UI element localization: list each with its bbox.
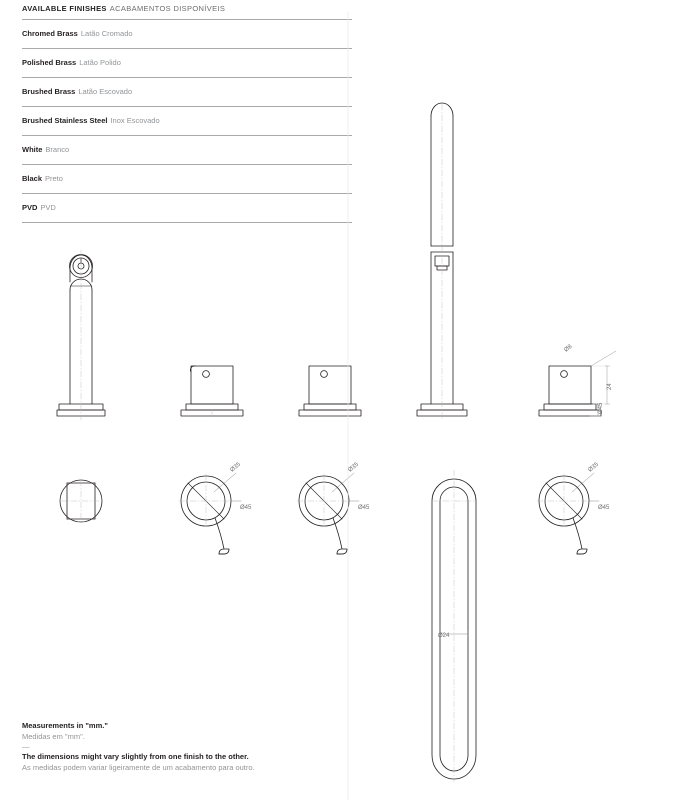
finish-name-en: Black <box>22 174 43 183</box>
finishes-heading-pt: ACABAMENTOS DISPONÍVEIS <box>109 4 226 13</box>
finish-row <box>22 135 352 164</box>
finishes-heading-en: AVAILABLE FINISHES <box>22 4 107 13</box>
available-finishes-section <box>22 4 352 223</box>
dimension-rosette-small: Ø35 <box>347 461 360 474</box>
finish-row <box>22 19 352 48</box>
dimension-spout-diameter: Ø24 <box>438 633 450 639</box>
dimension-handle-top: Ø8 <box>563 343 574 354</box>
drawing-handshower-top <box>60 480 102 522</box>
measurements-note-pt: Medidas em "mm". <box>22 732 85 741</box>
finish-name-en: Brushed Stainless Steel <box>22 116 108 125</box>
dimension-rosette-large: Ø45 <box>358 505 370 511</box>
finish-name-en: Brushed Brass <box>22 87 76 96</box>
note-separator: — <box>22 742 30 751</box>
drawing-handle-3-front <box>539 351 616 416</box>
finish-name-pt: Branco <box>45 145 70 154</box>
finish-name-pt: Latão Cromado <box>80 29 133 38</box>
finish-row <box>22 77 352 106</box>
dimension-rosette-large: Ø45 <box>598 505 610 511</box>
dimension-rosette-small: Ø35 <box>587 461 600 474</box>
drawing-handshower-front <box>57 250 105 420</box>
finish-row <box>22 106 352 135</box>
finish-name-en: Chromed Brass <box>22 29 78 38</box>
dimension-handle-height: 24 <box>607 383 613 390</box>
drawing-handle-3-top <box>537 473 599 554</box>
drawing-handle-2-front <box>299 366 361 416</box>
finish-name-pt: Latão Polido <box>79 58 121 67</box>
finish-name-pt: Preto <box>45 174 63 183</box>
dimension-rosette-small: Ø35 <box>229 461 242 474</box>
finish-name-pt: Latão Escovado <box>78 87 133 96</box>
finish-row <box>22 48 352 77</box>
drawing-spout-front <box>417 103 467 420</box>
drawing-handle-1-top <box>179 473 241 554</box>
variation-note-pt: As medidas podem variar ligeiramente de um acabamento para outro. <box>22 763 255 772</box>
finish-name-en: White <box>22 145 43 154</box>
finishes-heading <box>22 4 352 13</box>
drawing-handle-1-front <box>181 366 243 416</box>
finish-name-en: PVD <box>22 203 38 212</box>
footer-notes <box>22 720 442 773</box>
finish-name-pt: Inox Escovado <box>110 116 160 125</box>
finish-name-pt: PVD <box>40 203 56 212</box>
finish-row <box>22 193 352 223</box>
finish-row <box>22 164 352 193</box>
dimension-rosette-large: Ø45 <box>240 505 252 511</box>
dimension-handle-base: Ø45 <box>598 402 604 414</box>
drawing-handle-2-top <box>297 473 359 554</box>
finish-name-en: Polished Brass <box>22 58 77 67</box>
measurements-note-en: Measurements in "mm." <box>22 721 108 730</box>
variation-note-en: The dimensions might vary slightly from one finish to the other. <box>22 752 249 761</box>
